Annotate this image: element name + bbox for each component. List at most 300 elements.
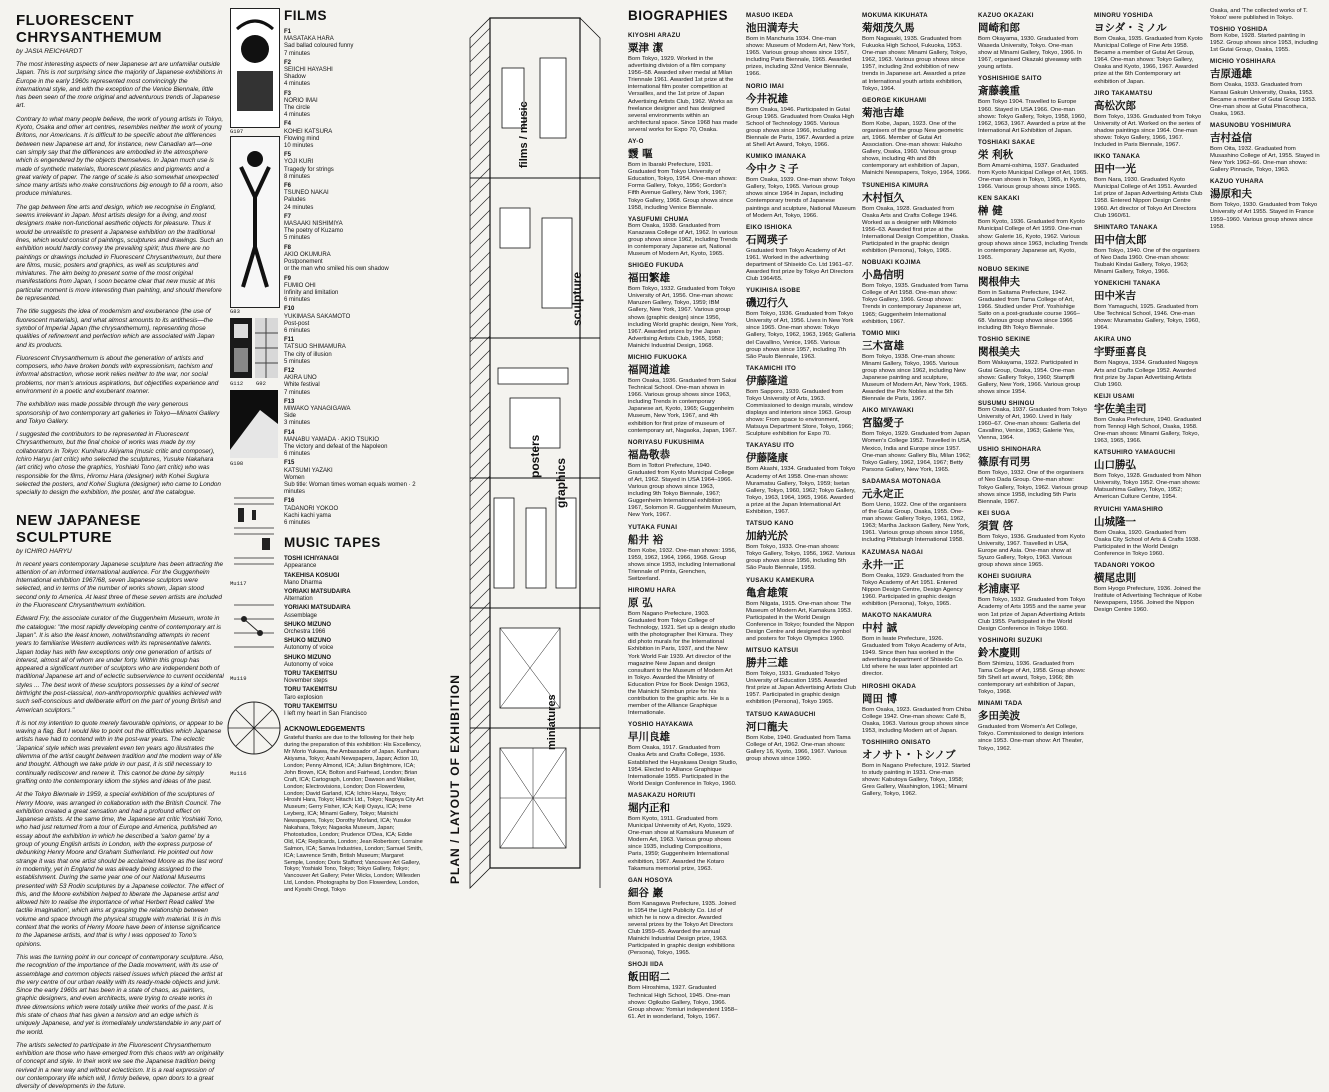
dancer-artwork bbox=[231, 137, 279, 307]
artist-name: SHINTARO TANAKA bbox=[1094, 223, 1158, 231]
artist-biography: Born Kobe, 1932. One-man shows: 1956, 1959, 1962, 1964, 1966, 1968. Group shows since 1953, including International Triennale of Prints, Grenchen, Switzerland. bbox=[628, 547, 737, 582]
figure-caption: Mu117 bbox=[230, 580, 247, 587]
artist-name-japanese: 榊 健 bbox=[978, 205, 1003, 218]
biography-entry bbox=[628, 877, 738, 958]
figure-caption: G83 bbox=[230, 308, 240, 315]
film-code: F11 bbox=[284, 337, 295, 344]
film-code: F7 bbox=[284, 213, 292, 220]
music-tape-entry bbox=[284, 622, 424, 636]
artist-name-japanese: 宇佐美圭司 bbox=[1094, 402, 1147, 415]
artist-biography: Born Kobe, Japan, 1923. One of the organisers of the group New geometric art, 1966. Member of Gutai Art Association. One-man shows: Hakuho Gallery, Osaka, 1960. Various group shows, including 4th and 8th contemporary art exhibition of Japan, Mainichi Newspapers, Tokyo, 1964, 1966. bbox=[862, 120, 971, 177]
artist-name-japanese: 伊藤隆道 bbox=[746, 374, 788, 387]
artist-name: YOSHISHIGE SAITO bbox=[978, 75, 1042, 83]
biography-column bbox=[1210, 8, 1320, 892]
artist-biography: Born Tokyo, 1935. Graduated from Tama College of Art 1958. One-man show: Tokyo Gallery, 1966. Group shows: Trends in contemporary Japanese art, 1965; Guggenheim International exhibition, 1967. bbox=[862, 283, 969, 325]
artist-name: SADAMASA MOTONAGA bbox=[862, 477, 942, 485]
biography-entry bbox=[862, 478, 972, 545]
tape-title: Alternation bbox=[284, 596, 313, 603]
biography-entry bbox=[1094, 449, 1204, 501]
artist-name-japanese: 吉村益信 bbox=[1210, 131, 1252, 144]
film-title: MIWAKO YANAGIGAWA bbox=[284, 405, 351, 412]
artist-biography: Born Kyoto, 1911. Graduated from Municipal University of Art, Kyoto, 1929. One-man show at Kamakura Museum of Modern Art, 1963. Various group shows since 1935, including Compositions, Paris, 1959; Guggenheim International exhibition, 1967. Awarded the Kotaro Takamura memorial prize, 1963. bbox=[628, 815, 734, 872]
figure-caption: Mu116 bbox=[230, 770, 247, 777]
composer-name: TORU TAKEMITSU bbox=[284, 687, 338, 694]
film-title: TADANORI YOKOO bbox=[284, 505, 339, 512]
artist-name: MAKOTO NAKAMURA bbox=[862, 611, 933, 619]
biography-entry bbox=[978, 12, 1088, 71]
plan-footer-title: PLAN / LAYOUT OF EXHIBITION bbox=[448, 674, 462, 884]
artist-name: TAKAMICHI ITO bbox=[746, 364, 797, 372]
artist-biography: Born Osaka, 1920. Graduated from Osaka City School of Arts & Crafts 1938. Participated in the World Design Conference in Tokyo 1960. bbox=[1094, 529, 1201, 557]
film-sub: Sad ballad coloured funny bbox=[284, 43, 354, 50]
artist-biography: Born Tokyo, 1936. Graduated from Kyoto University, 1967. Travelled in USA, Europe and Asia. One-man show at Syuzo Gallery, Tokyo, 1963. Various group shows since 1965. bbox=[978, 533, 1085, 569]
artist-biography: Born Tokyo, 1928. Graduated from Nihon University, Tokyo 1952. One-man shows: Matsushima Gallery, Tokyo, 1952; American Culture Centre, 1954. bbox=[1094, 473, 1202, 501]
artist-biography: Born Tokyo, 1936. Graduated from Tokyo University of Art. Worked on the series of shadow paintings since 1964. One-man shows: Tokyo Gallery, 1966, 1967. Included in Paris Biennale, 1967. bbox=[1094, 113, 1202, 149]
artist-name-japanese: 鈴木慶則 bbox=[978, 646, 1020, 659]
biography-entry bbox=[862, 259, 972, 326]
essay-title: NEW JAPANESE SCULPTURE bbox=[16, 511, 141, 546]
film-sub: The circle bbox=[284, 105, 311, 112]
film-code: F8 bbox=[284, 244, 292, 251]
music-tape-entry bbox=[284, 605, 424, 619]
artist-name: NORIYASU FUKUSHIMA bbox=[628, 438, 705, 446]
artist-biography: Born Tokyo, 1931. Graduated Tokyo University of Education 1955. Awarded first prize at Japan Advertising Artists Club 1957. Participated in graphic design exhibition (Persona), Tokyo 1965. bbox=[746, 671, 857, 706]
artist-name: SHOJI IIDA bbox=[628, 961, 664, 969]
artist-name-japanese: 宇野亜喜良 bbox=[1094, 346, 1147, 359]
artist-name: NORIO IMAI bbox=[746, 82, 785, 90]
artist-name: YASUFUMI CHUMA bbox=[628, 215, 689, 223]
essay-paragraph: In recent years contemporary Japanese sculpture has been attracting the attention of an informed international audience. For the Guggenheim International exhibition 1967/68, seven Japanese sculptors were selected, and in terms of the number of works shown, Japan stood second only to America. At least three of these seven artists are included in the Fluorescent Chrysanthemum exhibition. bbox=[16, 560, 224, 610]
music-score-image bbox=[230, 688, 278, 768]
film-code: F1 bbox=[284, 29, 292, 35]
film-sub: Paludes bbox=[284, 197, 306, 204]
film-entry bbox=[284, 276, 424, 305]
acknowledgements-text: Grateful thanks are due to the following for their help during the preparation of this exhibition: His Excellency, Mr Morio Yukawa, the Ambassador of Japan. Kuniharu Akiyama, Tokyo; Asahi Newspapers, Japan; Action 10, London; Penny Almond, ICA; Julian Brightmore, ICA; John Brown, ICA; Bolton and Fairhead, London; Brian Craft, ICA; Cartograph, London; Dawson and Walker, London; Electrovisions, London; Don Flowerdew, London; David Garland, ICA; Ichiro Haryu, Tokyo; Hiroshi Hara, Tokyo; Hitachi Ltd., Tokyo; Nagoya City Art Museum; Gerry Fisher, ICA; Keiji Oyayu, ICA; Irene Leyberg, ICA; Minami Gallery, Tokyo; Mainichi Newspapers, Tokyo; Dorothy Morland, ICA; Yusuke Nakahara, Tokyo; Nagaoka Museum, Japan; Photostudios, London; Prudence O'Dea, ICA; Eddie Old, ICA; Replicards, London; Jean Robertson; Lorraine Salmon, ICA; Sanwa Industries, London; Samuel Smith, ICA; Lawrence Smith, British Museum; Margaret Semple, London; Doris Stafford; Vancouver Art Gallery, Tokyo; Yoshiaki Tono, Tokyo; Tokyo Gallery, Tokyo; Vancouver Art Gallery; Peter Wicks, London; Willesden Ltd, London. Photographs by Don Flowerdew, London, and Kyoshi Onogi, Tokyo bbox=[284, 735, 424, 894]
film-entry bbox=[284, 337, 424, 366]
film-title: AKIRA UNO bbox=[284, 375, 317, 382]
artist-biography: Born Tokyo, 1938. One-man shows: Minami Gallery, Tokyo, 1965. Various group shows since 1962, including New Japanese painting and sculpture, Museum of Modern Art, New York, 1965. Awarded the Prix Nobles at the 5th Biennale de Paris, 1967. bbox=[862, 353, 968, 403]
biography-entry bbox=[746, 224, 856, 283]
artist-name-japanese: 菊池吉雄 bbox=[862, 106, 904, 119]
composer-name: TOSHI ICHIYANAGI bbox=[284, 556, 339, 563]
biography-entry bbox=[746, 520, 856, 572]
films-title: FILMS bbox=[284, 8, 327, 23]
films-column bbox=[284, 8, 424, 892]
biography-entry bbox=[1210, 58, 1320, 117]
artist-name: KAZUO YUHARA bbox=[1210, 178, 1264, 186]
film-sub: The victory and defeat of the Napoleon bbox=[284, 443, 388, 450]
artist-name: AY-O bbox=[628, 138, 644, 146]
film-entry bbox=[284, 368, 424, 397]
artist-name: KIYOSHI ARAZU bbox=[628, 32, 681, 39]
film-len: 3 minutes bbox=[284, 420, 311, 427]
biography-entry bbox=[628, 216, 738, 258]
artwork-image bbox=[255, 318, 278, 378]
biography-entry bbox=[862, 612, 972, 679]
film-title: KATSUMI YAZAKI bbox=[284, 467, 333, 474]
artist-name-japanese: 永井一正 bbox=[862, 558, 904, 571]
biographies-title: BIOGRAPHIES bbox=[628, 8, 729, 23]
plan-label-films-music: films / music bbox=[518, 101, 530, 168]
composer-name: SHUKO MIZUNO bbox=[284, 621, 331, 628]
film-code: F4 bbox=[284, 121, 292, 128]
artist-name-japanese: 河口龍夫 bbox=[746, 720, 788, 733]
essay-paragraph: This was the turning point in our concept of contemporary sculpture. Also, the recognition of the importance of the Dada movement, with its use of assemblage and common objects raised issues which placed the artist at the very centre of our urban reality with its ready-made objects and junk. Since the early 1960s art has been in a state of chaos, as painters, graphic designers, and even architects, were trying to create works in three dimensions which were totally unlike their works of the past. It is this state of chaos that has given a tension and an edge which is uniquely Japanese, and yet is immediately understandable in any part of the world. bbox=[16, 953, 224, 1036]
artist-name-japanese: 関根美夫 bbox=[978, 346, 1020, 359]
biography-entry bbox=[746, 12, 856, 79]
essay-column bbox=[16, 8, 224, 1091]
essay-title: FLUORESCENT CHRYSANTHEMUM bbox=[16, 12, 162, 46]
artwork-image bbox=[230, 8, 280, 128]
sculpture-photo bbox=[230, 390, 278, 458]
film-len: 7 minutes bbox=[284, 50, 311, 57]
artist-name-japanese: 杉浦康平 bbox=[978, 583, 1020, 596]
artist-name-japanese: オノサト・トシノブ bbox=[862, 748, 956, 761]
composer-name: YORIAKI MATSUDAIRA bbox=[284, 589, 351, 596]
artist-biography: Born Tokyo, 1933. One-man shows: Tokyo Gallery, Tokyo, 1956, 1962. Various group shows since 1956, including 5th São Paulo Biennale, 1959. bbox=[746, 544, 856, 572]
essay-paragraph: The artists selected to participate in the Fluorescent Chrysanthemum exhibition are those who have emerged from this chaos with an originality of concept and style. In their work we see the Japanese tradition being revived in a new way and without eclecticism. It is a real expression of our contemporary life which will, I firmly believe, open doors to a great diversity of developments in the future. bbox=[16, 1041, 224, 1091]
film-code: F10 bbox=[284, 306, 295, 313]
geometric-artwork bbox=[230, 318, 252, 378]
artist-name-japanese: 伊藤隆康 bbox=[746, 452, 788, 465]
artist-biography: Born Osaka, 1937. Graduated from Tokyo University of Art, 1960. Lived in Italy 1960–67. One-man shows: Galleria del Cavallino, Venice, 1963; Galerie Yes, Vienna, 1964. bbox=[978, 406, 1087, 442]
artist-name-japanese: 飯田昭二 bbox=[628, 971, 670, 984]
biography-entry bbox=[1094, 12, 1204, 86]
music-tape-entry bbox=[284, 589, 424, 603]
artist-name-japanese: 亀倉雄策 bbox=[746, 586, 788, 599]
artist-name: GAN HOSOYA bbox=[628, 876, 673, 884]
biography-entry bbox=[862, 12, 972, 93]
biography-entry bbox=[628, 32, 738, 134]
film-code: F6 bbox=[284, 183, 292, 190]
figure-caption: G92 bbox=[256, 380, 266, 387]
biographies bbox=[628, 8, 1323, 1020]
artist-name: KAZUMASA NAGAI bbox=[862, 548, 924, 556]
artist-name: SHIGEO FUKUDA bbox=[628, 262, 684, 270]
artist-name: HIROSHI OKADA bbox=[862, 682, 917, 690]
biography-entry bbox=[978, 195, 1088, 262]
biography-entry bbox=[1094, 153, 1204, 220]
artist-name-japanese: 福岡道雄 bbox=[628, 364, 670, 376]
plan-label-graphics: graphics bbox=[554, 457, 568, 508]
film-len: 4 minutes bbox=[284, 112, 311, 119]
biography-column bbox=[862, 8, 972, 892]
artist-name: KOHEI SUGIURA bbox=[978, 573, 1032, 581]
artist-name-japanese: 小島信明 bbox=[862, 269, 904, 282]
artist-name: YUKIHISA ISOBE bbox=[746, 287, 801, 295]
artist-name-japanese: 斎藤義重 bbox=[978, 85, 1020, 98]
artist-name: TOMIO MIKI bbox=[862, 329, 900, 337]
film-entry bbox=[284, 399, 424, 428]
artist-name-japanese: 靉 嘔 bbox=[628, 148, 653, 161]
biography-entry bbox=[628, 961, 738, 1020]
plan-label-posters: posters bbox=[528, 434, 542, 478]
artist-name-japanese: 元永定正 bbox=[862, 487, 904, 500]
biography-entry bbox=[628, 262, 738, 350]
biography-entry bbox=[1094, 562, 1204, 614]
film-len: 6 minutes bbox=[284, 297, 311, 304]
music-tape-entry bbox=[284, 638, 424, 652]
biography-entry bbox=[1094, 90, 1204, 149]
essay-byline: by JASIA REICHARDT bbox=[16, 48, 83, 55]
artist-biography: Born Tokyo, 1929. Worked in the advertising division of a film company 1956–58. Awarded silver medal at Milan Triennale 1961. Awarded 1st prize at the international film poster competition at Versailles, and the 1st prize of Japan Advertising Artists Club, 1962. Works as freelance designer and has designed several environments within an architectural space. Since 1968 has made several works for Expo 70, Osaka. bbox=[628, 56, 738, 133]
artist-biography: Born Niigata, 1915. One-man show: The Museum of Modern Art, Kamakura 1953. Participated in the World Design Conference in Tokyo; founded the Nippon Design Centre and designed the symbol and posters for Tokyo Olympics 1960. bbox=[746, 600, 855, 642]
film-entry bbox=[284, 306, 424, 335]
biography-entry bbox=[862, 182, 972, 256]
artist-biography: Born Okayama, 1930. Graduated from Waseda University, Tokyo. One-man show at Minami Gallery, Tokyo, 1966. In 1967, organised Okazaki giveaway with young artists. bbox=[978, 36, 1082, 71]
music-tape-entry bbox=[284, 573, 424, 587]
artist-biography: Born Osaka, 1936. Graduated from Sakai Technical School. One-man shows in 1966. Various group shows since 1963, including Trends in contemporary Japanese art, Kyoto, 1965; Guggenheim Museum, New York, 1967, and 4th exhibition for first prize of museum of contemporary art, Nagaoka, Japan, 1967. bbox=[628, 378, 737, 434]
artist-biography: Born Tokyo, 1940. One of the organisers of Neo Dada 1960. One-man shows: Tsubaki Kindai Gallery, Tokyo, 1963; Minami Gallery, Tokyo, 1966. bbox=[1094, 247, 1200, 275]
film-len: 24 minutes bbox=[284, 204, 314, 211]
music-tape-entry bbox=[284, 671, 424, 685]
artist-name: USHIO SHINOHARA bbox=[978, 446, 1042, 454]
film-title: TSUNEO NAKAI bbox=[284, 190, 329, 197]
composer-name: SHUKO MIZUNO bbox=[284, 638, 331, 645]
artist-name: MICHIO FUKUOKA bbox=[628, 354, 688, 361]
film-code: F3 bbox=[284, 90, 292, 97]
film-entry bbox=[284, 430, 424, 459]
artist-biography: Born Nagasaki, 1935. Graduated from Fukuoka High School, Fukuoka, 1953. One-man shows: Minami Gallery, Tokyo, 1962, 1963. Various group shows since 1957, including 2nd exhibition of new trends in Japanese art. Awarded a prize at International youth artists exhibition, Tokyo, 1964. bbox=[862, 36, 968, 92]
music-tape-entry bbox=[284, 556, 424, 570]
composer-name: TORU TAKEMITSU bbox=[284, 703, 338, 710]
artist-biography: Graduated from Women's Art College, Tokyo. Commissioned to design interiors since 1953. One-man show: Art Theater, Tokyo, 1962. bbox=[978, 724, 1084, 752]
artist-name-japanese: 山口勝弘 bbox=[1094, 459, 1136, 472]
biography-entry bbox=[1094, 336, 1204, 388]
acknowledgements-title: ACKNOWLEDGEMENTS bbox=[284, 726, 365, 734]
artist-name: TOSHIAKI SAKAE bbox=[978, 138, 1036, 146]
artist-name: MINAMI TADA bbox=[978, 700, 1023, 708]
biography-entry bbox=[1210, 178, 1320, 230]
artist-name: TOSHIO SEKINE bbox=[978, 336, 1031, 344]
artist-name-japanese: 今井祝雄 bbox=[746, 92, 788, 105]
artist-name-japanese: 多田美波 bbox=[978, 710, 1020, 723]
artwork-thumbnails bbox=[230, 8, 280, 892]
music-tapes-list bbox=[284, 556, 424, 718]
artist-name: YOSHIO HAYAKAWA bbox=[628, 721, 694, 729]
chrysanthemum-artwork bbox=[231, 9, 279, 127]
artist-name: TATSUO KANO bbox=[746, 520, 794, 528]
composer-name: SHUKO MIZUNO bbox=[284, 654, 331, 661]
artist-name-japanese: 栄 利秋 bbox=[978, 148, 1014, 161]
artist-name: EIKO ISHIOKA bbox=[746, 223, 793, 231]
artist-biography: Osaka, and 'The collected works of T. Yokoo' were published in Tokyo. bbox=[1210, 8, 1308, 22]
artist-biography: Born Tokyo, 1930. Graduated from Tokyo University of Art 1955. Stayed in France 1959–1960. Various group shows since 1958. bbox=[1210, 202, 1318, 230]
artist-name: TAKAYASU ITO bbox=[746, 442, 795, 450]
artist-name-japanese: 磯辺行久 bbox=[746, 297, 788, 310]
film-entry bbox=[284, 152, 424, 181]
artist-name-japanese: 船井 裕 bbox=[628, 533, 664, 546]
artist-biography: Born Osaka, 1938. Graduated from Kanazawa College of Art, 1962. In various group shows since 1962, including Trends in contemporary Japanese art, National Museum of Modern Art, Kyoto, 1965. bbox=[628, 222, 738, 258]
film-sub: Infinity and limitation bbox=[284, 289, 339, 296]
biography-entry bbox=[1094, 506, 1204, 558]
artist-biography: Born Osaka, 1935. Graduated from Kyoto Municipal College of Fine Arts 1958. Became a member of Gutai Art Group, 1964. One-man shows: Tokyo Gallery, Osaka and Kyoto, 1966, 1967. Awarded prize at the 6th Contemporary art exhibition of Japan. bbox=[1094, 36, 1203, 85]
tape-title: I left my heart in San Francisco bbox=[284, 711, 367, 718]
essay-paragraph: It is not my intention to quote merely favourable opinions, or appear to be waving a flag. But I would like to point out the difficulties which Japanese artists have had to contend with in the post-war years. The eclectic 'Japanica' style which was prevalent even ten years ago illustrates the dilemma of the artist caught between tradition and the modern way of life and thought. Although we take pride in our past, it is still necessary to continually rediscover and renew it. This cannot be done by simply grafting onto the contemporary idiom the styles and ideas of the past. bbox=[16, 719, 223, 785]
film-sub: The poetry of Kuzamo bbox=[284, 228, 344, 235]
artist-name: YUSAKU KAMEKURA bbox=[746, 576, 815, 584]
film-title: NORIO IMAI bbox=[284, 97, 318, 104]
film-sub: Post-post bbox=[284, 320, 310, 327]
biography-entry bbox=[628, 721, 738, 788]
biography-entry bbox=[1210, 122, 1320, 174]
artist-biography: Born Osaka Prefecture, 1940. Graduated from Tennoji High School, Osaka, 1958. One-man shows: Minami Gallery, Tokyo, 1963, 1965, 1966. bbox=[1094, 416, 1202, 445]
film-entry bbox=[284, 498, 424, 527]
biography-entry bbox=[746, 442, 856, 516]
film-title: YOJI KURI bbox=[284, 159, 314, 166]
artist-name: MOKUMA KIKUHATA bbox=[862, 12, 928, 19]
essay-paragraph: At the Tokyo Biennale in 1959, a special exhibition of the sculptures of Henry Moore, was arranged in collaboration with the British Council. The exhibition created a great sensation and had a profound effect on Japanese artists. At the same time, the Japanese art critic Yoshiaki Tono, who had just returned from a tour of Europe and America, published an essay about the exhibition in which he described a 'salon game' by a group of young English artists in London, with the express purpose of debunking Henry Moore and Graham Sutherland. He pointed out how strange it was that one artist should be acclaimed Moore as the last word in modernity, yet in England he was already being assigned to the establishment. During the same year one of our National Museums presented with 53 Rodin sculptures by a Japanese collector. The effect of this, and the Moore exhibition helped to liberate the Japanese artist and allowed him to realise the importance of what Herbert Read called 'the tactile imagination', which aims at grasping the relationship between volume and space through the physical struggle with material. It is in this context that the works of Henry Moore have been of intense significance to the Japanese artists, and that is why I was opposed to Tono's opinions. bbox=[16, 791, 224, 948]
film-len: 5 minutes bbox=[284, 358, 311, 365]
artist-name-japanese: 宮脇愛子 bbox=[862, 417, 904, 430]
artist-name-japanese: 高松次郎 bbox=[1094, 99, 1136, 112]
film-title: TATSUO SHIMAMURA bbox=[284, 344, 346, 351]
artist-name-japanese: 吉原通雄 bbox=[1210, 68, 1252, 81]
artist-biography: Born Kyoto, 1936. Graduated from Kyoto Municipal College of Art 1959. One-man show: Galerie 16, Kyoto, 1962. Various group shows since 1963, including Trends in contemporary Japanese art, Kyoto, 1965. bbox=[978, 219, 1088, 261]
artist-name: TOSHIHIRO ONISATO bbox=[862, 738, 931, 746]
tape-title: November steps bbox=[284, 678, 328, 685]
artist-biography: Born Kobe, 1940. Graduated from Tama College of Art, 1962. One-man shows: Gallery 16, Kyoto, 1966, 1967. Various group shows since 1960. bbox=[746, 734, 851, 762]
essay-paragraph: The most interesting aspects of new Japanese art are unfamiliar outside Japan. This is not surprising since the majority of Japanese exhibitions in Europe in the early 1960s represented most convincingly the international style, and with the exception of the Venice Biennale, little has been seen of the more original and adventurous trends of Japanese art. bbox=[16, 61, 223, 110]
artist-name-japanese: 田中一光 bbox=[1094, 163, 1136, 176]
artist-name: KUMIKO IMANAKA bbox=[746, 153, 807, 161]
artist-name: MICHIO YOSHIHARA bbox=[1210, 58, 1276, 66]
film-title: KOHEI KATSURA bbox=[284, 128, 333, 135]
film-len: 7 minutes bbox=[284, 389, 311, 396]
biography-entry bbox=[746, 153, 856, 220]
biography-entry bbox=[746, 647, 856, 706]
film-sub: Tragedy for strings bbox=[284, 166, 334, 173]
essay-byline: by ICHIRO HARYU bbox=[16, 547, 72, 555]
artist-name-japanese: 横尾忠則 bbox=[1094, 571, 1136, 584]
essay-paragraph: Edward Fry, the associate curator of the Guggenheim Museum, wrote in the catalogue: "the most rapidly developing centre of contemporary art is Japan". It is also the least known, notwithstanding attempts in recent years to familiarise Western audiences with its representative talents. Japan today has with few exceptions only one generation of artists of interest, almost all of whom are under forty. Within this group has appeared a significant number of sculptors who are independent both of traditional Japanese art and of eclectic subservience to current occidental styles ... The best work of these sculptors possesses by a kind of secret birthright the post-classical, non-anthropomorphic qualities achieved with such self-conscious and deliberate effort on the part of young British and American sculptors." bbox=[16, 615, 224, 714]
artist-name-japanese: 加納光於 bbox=[746, 530, 788, 543]
film-sub: Side bbox=[284, 413, 297, 420]
artist-name: YONEKICHI TANAKA bbox=[1094, 280, 1161, 288]
artist-name-japanese: 篠原有司男 bbox=[978, 456, 1031, 469]
artist-name: MASUO IKEDA bbox=[746, 12, 794, 19]
artist-name-japanese: 田中信太郎 bbox=[1094, 233, 1147, 246]
artist-name-japanese: 福島敬恭 bbox=[628, 448, 670, 461]
music-tapes-title: MUSIC TAPES bbox=[284, 535, 381, 551]
artist-biography: Born in Tottori Prefecture, 1940. Graduated from Kyoto Municipal College of Art, 1962. Stayed in USA 1964–1966. Various group shows since 1963, including 9th Tokyo Biennale, 1967; Guggenheim International exhibition 1967, Solomon R. Guggenheim Museum, New York, 1967. bbox=[628, 462, 737, 519]
artist-biography: Born Tokyo, 1929. Graduated from Japan Women's College 1952. Travelled in USA, Mexico, India and Europe since 1957. One-man shows: Gallery Blu, Milan 1962; Tokyo Gallery, 1962, 1964, 1967; Betty Parsons Gallery, New York, 1965. bbox=[862, 431, 972, 473]
film-sub: White festival bbox=[284, 382, 320, 389]
artist-name: AIKO MIYAWAKI bbox=[862, 407, 914, 415]
film-title: AKIO OKUMURA bbox=[284, 251, 331, 258]
film-title: MANABU YAMADA · AKIO TSUKIO bbox=[284, 436, 380, 443]
biography-entry bbox=[978, 75, 1088, 134]
biography-entry bbox=[862, 407, 972, 474]
artist-name-japanese: 三木富雄 bbox=[862, 339, 904, 352]
essay-paragraph: Fluorescent Chrysanthemum is about the generation of artists and composers, who have broken bonds with expressionism, tachism and informal abstraction, whose work relies neither to the war, nor social problems, nor man's anxious aspirations, but objectifies experience and environment in a poetic and exuberant manner. bbox=[16, 354, 219, 395]
artist-name-japanese: 関根伸夫 bbox=[978, 275, 1020, 288]
biography-entry bbox=[862, 549, 972, 608]
music-tape-entry bbox=[284, 687, 424, 701]
artist-biography: Born in Iwate Prefecture, 1926. Graduated from Tokyo Academy of Arts, 1949. Since then has worked in the advertising department of Shiseido Co. Ltd where he was later appointed art director. bbox=[862, 635, 967, 678]
artist-name-japanese: 原 弘 bbox=[628, 596, 653, 609]
artist-name: NOBUO SEKINE bbox=[978, 265, 1030, 273]
biography-entry bbox=[746, 287, 856, 361]
biography-entry bbox=[1094, 280, 1204, 332]
biography-entry bbox=[978, 573, 1088, 632]
film-code: F2 bbox=[284, 59, 292, 66]
film-len: 8 minutes bbox=[284, 173, 311, 180]
biography-entry bbox=[978, 400, 1088, 442]
film-title: SEIICHI HAYASHI bbox=[284, 67, 333, 74]
artist-biography: Born Oita, 1932. Graduated from Musashino College of Art, 1955. Stayed in New York 1962–66. One-man shows: Gallery Pinnacle, Tokyo, 1963. bbox=[1210, 145, 1320, 174]
film-entry bbox=[284, 245, 424, 274]
artist-name-japanese: 福田繁雄 bbox=[628, 272, 670, 285]
artist-biography: Born Yamaguchi, 1925. Graduated from Ube Technical School, 1946. One-man shows: Muramatsu Gallery, Tokyo, 1960, 1964. bbox=[1094, 304, 1200, 332]
biography-entry bbox=[746, 365, 856, 439]
essay-paragraph: The gap between fine arts and design, which we recognise in England, seems irrelevant in Japan. Most artists design for a living, and most designers make non-functional aesthetic objects for pleasure. Thus it would be unrealistic to present a Japanese exhibition on the traditional lines, which would consist of paintings, sculptures and drawings. Such an exhibition would hardly convey the prevailing spirit; thus there are no paintings or drawings included in Fluorescent Chrysanthemum, but there are films, music, posters and graphics, as well as sculptures and miniatures. The aim being to present some of the most original manifestations from Japan, I soon became clear that new music at this particular moment is more interesting than painting, and should therefore be represented. bbox=[16, 203, 224, 303]
film-code: F12 bbox=[284, 367, 295, 374]
artist-biography: Born Nara, 1930. Graduated Kyoto Municipal College of Art 1951. Awarded 1st prize of Japan Advertising Artists Club 1958. Entered Nippon Design Centre 1960. Art director of Tokyo Art Directors Club 1960/61. bbox=[1094, 177, 1203, 219]
figure-caption: G112 bbox=[230, 380, 244, 387]
tape-title: Orchestra 1966 bbox=[284, 629, 326, 636]
film-sub: Women bbox=[284, 474, 305, 481]
artist-biography: Born Nagoya, 1934. Graduated Nagoya Arts and Crafts College 1952. Awarded first prize by Japan Advertising Artists Club 1960. bbox=[1094, 360, 1198, 388]
artist-name: NOBUAKI KOJIMA bbox=[862, 259, 921, 267]
film-entry bbox=[284, 60, 424, 89]
artist-name-japanese: 中村 誠 bbox=[862, 621, 898, 634]
artwork-image bbox=[230, 136, 280, 308]
artist-name: IKKO TANAKA bbox=[1094, 153, 1141, 161]
artist-name-japanese: 池田満寿夫 bbox=[746, 22, 799, 34]
artist-name-japanese: 早川良雄 bbox=[628, 731, 670, 744]
artist-biography: Born in Nagano Prefecture, 1912. Started to study painting in 1931. One-man shows: Kabutoya Gallery, Tokyo, 1958; Gres Gallery, Washington, 1961; Minami Gallery, Tokyo, 1962. bbox=[862, 762, 971, 798]
artist-name-japanese: 須賀 啓 bbox=[978, 519, 1014, 532]
biography-entry bbox=[746, 83, 856, 150]
artist-biography: Born Osaka, 1933. Graduated from Kansai Gakuin University, Osaka, 1953. Became a member of Gutai Group 1953. One-man show at Gutai Pinacotheca, Osaka, 1963. bbox=[1210, 82, 1317, 117]
film-len: or the man who smiled his own shadow bbox=[284, 266, 389, 273]
film-sub: The city of illusion bbox=[284, 351, 332, 358]
biography-column bbox=[978, 8, 1088, 892]
artist-name-japanese: 堀内正和 bbox=[628, 801, 670, 814]
film-code: F13 bbox=[284, 398, 295, 405]
artist-biography: Born Osaka, 1917. Graduated from Osaka Arts and Crafts College, 1936. Established the Hayakawa Design Studio, 1954. Elected to Alliance Graphique Internationale 1955. Participated in the World Design Conference in Tokyo, 1960. bbox=[628, 745, 738, 787]
biography-entry bbox=[862, 97, 972, 178]
tape-title: Appearance bbox=[284, 563, 317, 570]
biography-entry bbox=[978, 139, 1088, 191]
film-sub: Postponement bbox=[284, 259, 323, 266]
figure-caption: G107 bbox=[230, 128, 244, 135]
music-tape-entry bbox=[284, 704, 424, 718]
artist-name: YUTAKA FUNAI bbox=[628, 523, 678, 531]
film-code: F9 bbox=[284, 275, 292, 282]
artist-biography: Born Tokyo, 1932. One of the organisers of Neo Dada Group. One-man show: Tokyo Gallery, Tokyo, 1962. Various group shows since 1958, including 5th Paris Biennale, 1967. bbox=[978, 470, 1088, 505]
artist-name-japanese: 山城隆一 bbox=[1094, 515, 1136, 528]
biography-column bbox=[746, 8, 856, 892]
acknowledgements bbox=[284, 726, 424, 894]
exhibition-plan bbox=[430, 8, 620, 892]
biography-entry bbox=[862, 683, 972, 735]
artist-name: AKIRA UNO bbox=[1094, 336, 1132, 344]
biography-entry bbox=[978, 637, 1088, 696]
biography-entry bbox=[628, 587, 738, 717]
film-len: Sub title: Woman times woman equals women · 2 minutes bbox=[284, 481, 416, 496]
film-entry bbox=[284, 121, 424, 150]
artist-biography: Born Wakayama, 1922. Participated in Gutai Group, Osaka, 1954. One-man shows: Gallery Tokyo, 1960; Stampfli Gallery, New York, 1966. Various group shows since 1954. bbox=[978, 360, 1081, 395]
artist-name: KEN SAKAKI bbox=[978, 195, 1020, 203]
artist-biography: Born Nagano Prefecture, 1903. Graduated from Tokyo College of Technology, 1921. Set up a design studio with the photographer Ihei Kimura. They did photo murals for the International Exhibition in Paris, 1937, and the New York World Fair 1939. Art director of the magazine New Japan and design consultant to the Museum of Modern Art in Tokyo. Awarded the Ministry of Education Prize for Book Design 1963, the Mainichi Shimbun prize for his contribution to the graphic arts. He is a member of the Alliance Graphique Internationale. bbox=[628, 610, 736, 717]
artist-name-japanese: 木村恒久 bbox=[862, 191, 904, 204]
plan-label-sculpture: sculpture bbox=[570, 271, 584, 326]
film-sub: Shadow bbox=[284, 74, 306, 81]
artist-name: MASUNOBU YOSHIMURA bbox=[1210, 121, 1292, 129]
artist-name-japanese: 湯原和夫 bbox=[1210, 188, 1252, 201]
